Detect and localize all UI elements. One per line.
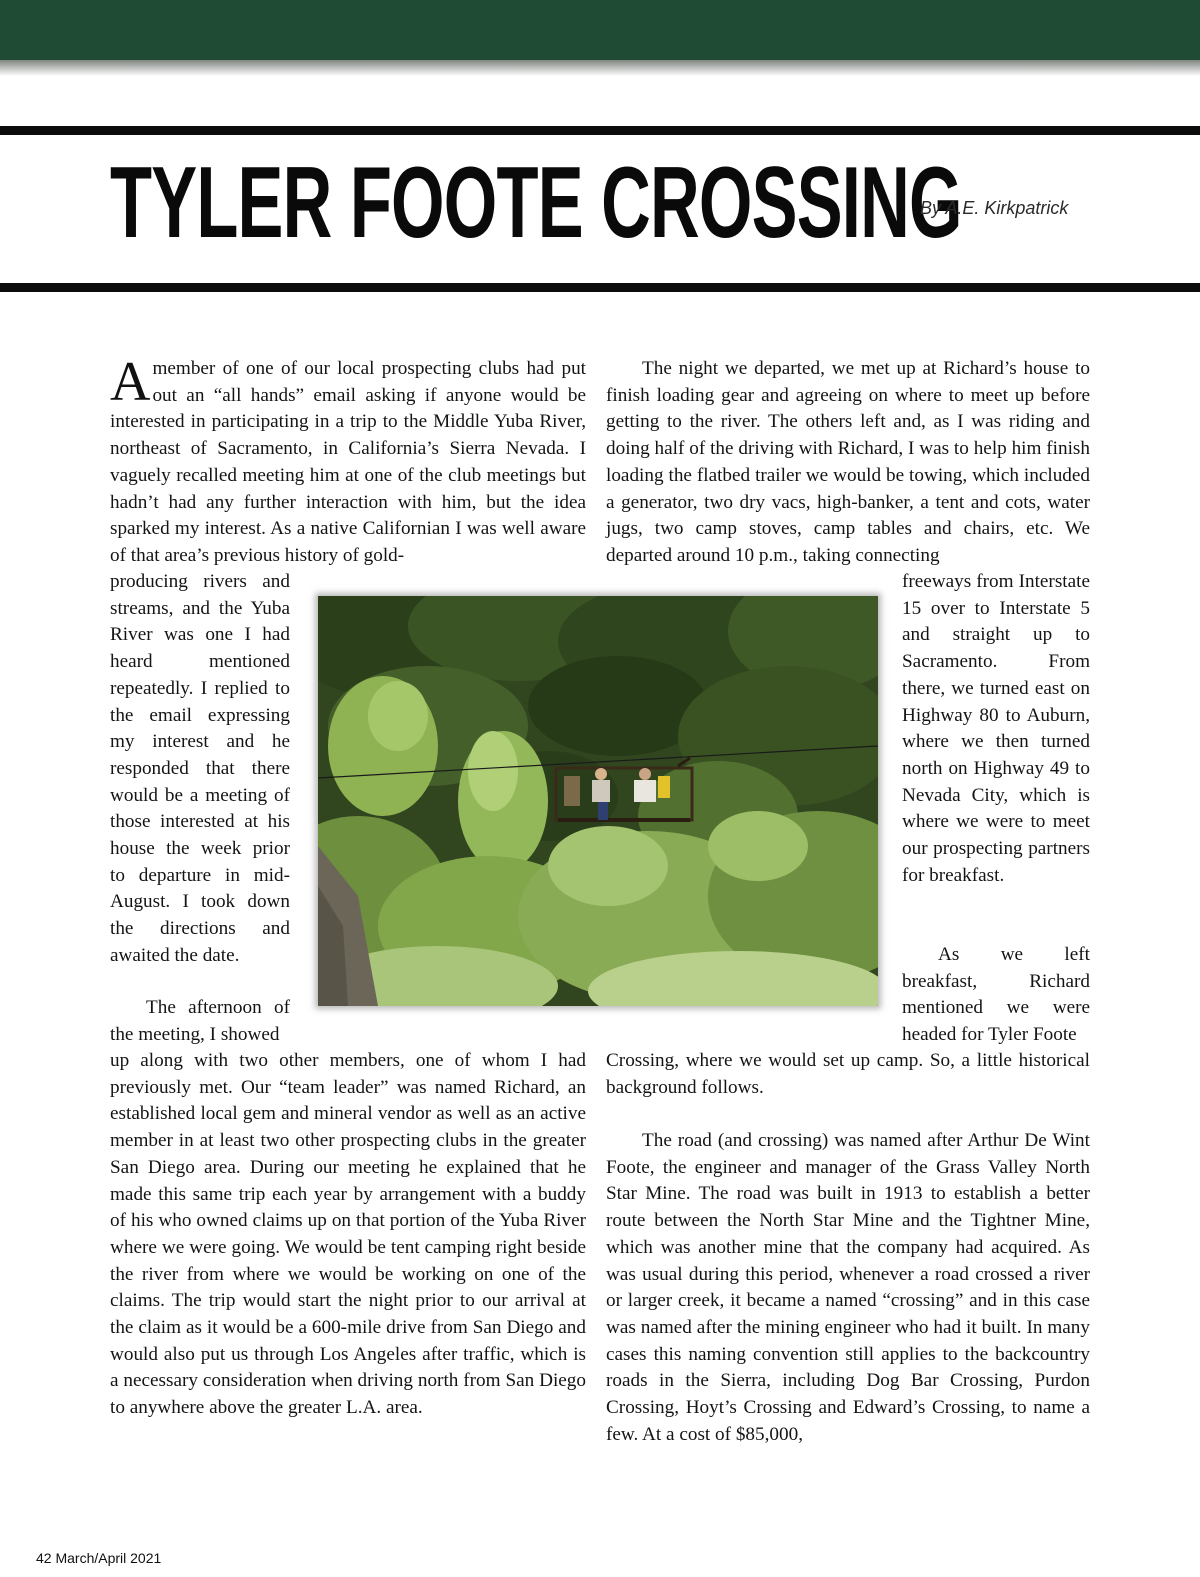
article-byline: By A.E. Kirkpatrick <box>920 198 1069 218</box>
header-banner <box>0 0 1200 60</box>
title-rule-top <box>0 126 1200 135</box>
col2-paragraph-1-top: The night we departed, we met up at Richard’s house to finish loading gear and agreeing on where to meet up before getting to the river. The others left and, as I was riding and doing half of the driving with Richard, I was to help him finish loading the flatbed trailer we would be towing, which included a generator, two dry vacs, high-banker, a tent and cots, water jugs, two camp stoves, camp tables and chairs, etc. We departed around 10 p.m., taking connecting <box>606 358 1090 566</box>
col2-paragraph-3: The road (and crossing) was named after Arthur De Wint Foote, the engineer and manager of the Grass Valley North Star Mine. The road was built in 1913 to establish a better route between the North Star Mine and the Tightner Mine, which was another mine that the company had acquired. As was usual during this period, whenever a road crossed a river or larger creek, it became a named “crossing” and in this case was named after the mining engineer who had it built. In many cases this naming convention still applies to the backcountry roads in the Sierra, including Dog Bar Crossing, Purdon Crossing, Hoyt’s Crossing and Edward’s Crossing, to name a few. At a cost of $85,000, <box>606 1130 1090 1445</box>
page-folio: 42 March/April 2021 <box>36 1550 162 1566</box>
col2-paragraph-1-wrap: freeways from Interstate 15 over to Interstate 5 and straight up to Sacramento. From there, we turned east on Highway 80 to Auburn, where we then turned north on Highway 49 to Nevada City, which is where we were to meet our prospecting partners for breakfast. <box>902 571 1090 886</box>
col1-paragraph-2: up along with two other members, one of whom I had previously met. Our “team leader” was named Richard, an established local gem and mineral vendor as well as an active member in at least two other prospecting clubs in the greater San Diego area. During our meeting he explained that he made this same trip each year by arrangement with a buddy of his who owned claims up on that portion of the Yuba River where we were going. We would be tent camping right beside the river from where we would be working on one of the claims. The trip would start the night prior to our arrival at the claim as it would be a 600-mile drive from San Diego and would also put us through Los Angeles after traffic, which is a necessary consideration when driving north from San Diego to anywhere above the greater L.A. area. <box>110 1050 586 1419</box>
article-photo-cable-car <box>318 596 878 1006</box>
col1-paragraph-2-wrap: The afternoon of the meeting, I showed <box>110 997 290 1045</box>
article-title: TYLER FOOTE CROSSING <box>110 146 962 260</box>
col1-paragraph-1-top: Amember of one of our local prospecting clubs had put out an “all hands” email asking if anyone would be interested in participating in a trip to the Middle Yuba River, northeast of Sacramento, in California’s Sierra Nevada. I vaguely recalled meeting him at one of the club meetings but hadn’t had any further interaction with him, but the idea sparked my interest. As a native Californian I was well aware of that area’s previous history of gold- <box>110 351 586 566</box>
col2-paragraph-2: Crossing, where we would set up camp. So, a little historical background follows. <box>606 1050 1090 1098</box>
col2-paragraph-2-wrap: As we left breakfast, Richard mentioned we were headed for Tyler Foote <box>902 944 1090 1046</box>
title-rule-bottom <box>0 283 1200 292</box>
drop-cap: A <box>110 351 151 413</box>
header-banner-shadow <box>0 60 1200 76</box>
col1-paragraph-1-wrap: producing rivers and streams, and the Yuba River was one I had heard mentioned repeatedly. I replied to the email expressing my interest and he responded that there would be a meeting of those interested at his house the week prior to departure in mid-August. I took down the directions and awaited the date. <box>110 571 290 966</box>
